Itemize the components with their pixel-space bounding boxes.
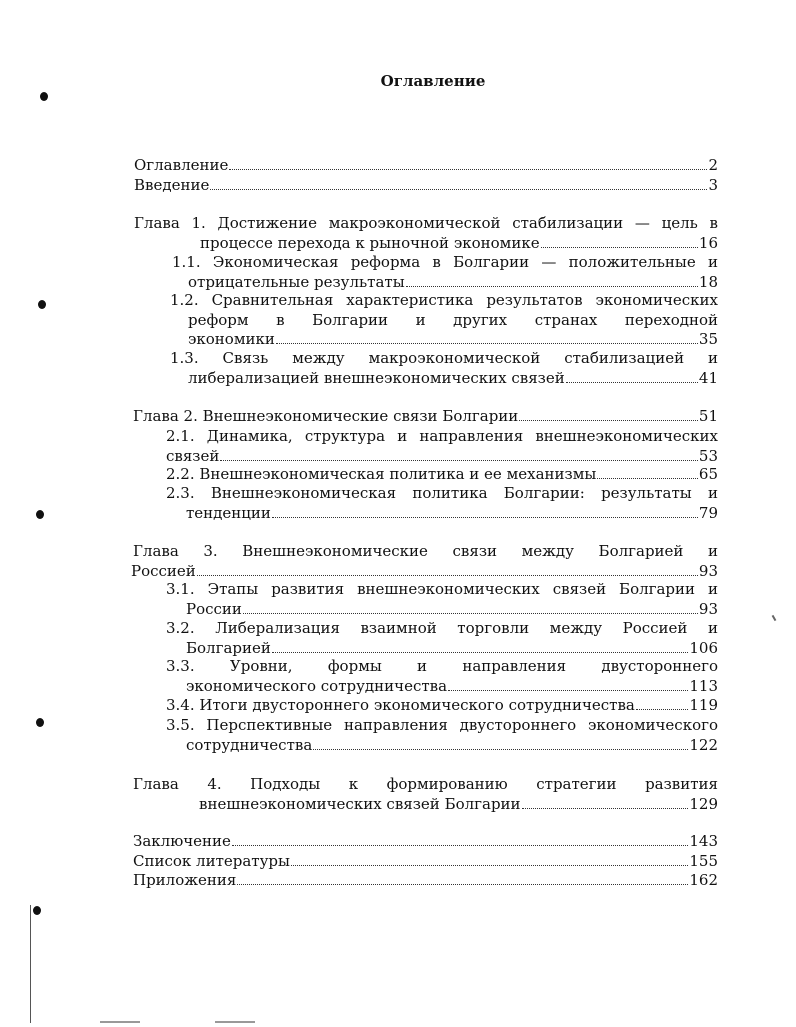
toc-entry-text: 2.2. Внешнеэкономическая политика и ее механизмы <box>166 465 597 483</box>
toc-entry-text: Глава 3. Внешнеэкономические связи между Болгарией и <box>133 542 718 560</box>
toc-entry-text: Введение <box>134 176 210 194</box>
toc-entry-text: Глава 1. Достижение макроэкономической стабилизации — цель в <box>134 214 718 232</box>
toc-entry[interactable] <box>166 716 718 755</box>
toc-page-number: 162 <box>689 871 718 889</box>
toc-page-number: 93 <box>698 561 718 580</box>
toc-entry-text: экономического сотрудничества <box>186 676 448 695</box>
dot-leader <box>406 273 698 287</box>
toc-entry[interactable] <box>134 176 718 196</box>
dot-leader <box>519 407 698 421</box>
toc-entry-text: 1.2. Сравнительная характеристика результатов экономических <box>170 291 718 309</box>
toc-entry[interactable] <box>133 852 718 872</box>
toc-page-number: 155 <box>689 852 718 870</box>
toc-entry[interactable] <box>134 214 718 253</box>
toc-page-number: 106 <box>689 638 718 657</box>
toc-entry-text: либерализацией внешнеэкономических связей <box>188 368 565 387</box>
dot-leader <box>566 369 698 383</box>
toc-entry-text: Заключение <box>133 832 231 850</box>
toc-entry[interactable] <box>170 349 718 388</box>
toc-page-number: 3 <box>708 176 718 194</box>
dot-leader <box>197 562 698 576</box>
toc-page-number: 93 <box>698 599 718 618</box>
toc-entry[interactable] <box>133 775 718 814</box>
toc-entry-text: тенденции <box>186 503 271 522</box>
toc-entry-text: Список литературы <box>133 852 290 870</box>
toc-entry-text: 3.2. Либерализация взаимной торговли между Россией и <box>166 619 718 637</box>
toc-entry-text: процессе перехода к рыночной экономике <box>200 233 540 252</box>
dot-leader <box>448 677 688 691</box>
toc-entry-text: сотрудничества <box>186 735 313 754</box>
toc-entry[interactable] <box>170 291 718 350</box>
dot-leader <box>291 852 688 866</box>
toc-entry[interactable] <box>133 832 718 852</box>
toc-page-number: 79 <box>698 503 718 522</box>
dot-leader <box>541 234 698 248</box>
dot-leader <box>229 156 707 170</box>
toc-entry-text: реформ в Болгарии и других странах переходной <box>188 310 718 329</box>
toc-entry[interactable] <box>166 484 718 523</box>
toc-entry-text: 1.3. Связь между макроэкономической стабилизацией и <box>170 349 718 367</box>
dot-leader <box>313 736 688 750</box>
toc-entry-text: 3.3. Уровни, формы и направления двустороннего <box>166 657 718 675</box>
toc-entry-text: Глава 4. Подходы к формированию стратегии развития <box>133 775 718 793</box>
toc-entry[interactable] <box>166 465 718 485</box>
toc-entry[interactable] <box>166 696 718 716</box>
toc-page-number: 18 <box>698 272 718 291</box>
toc-entry[interactable] <box>166 619 718 658</box>
toc-page-number: 65 <box>698 465 718 483</box>
dot-leader <box>272 504 698 518</box>
scan-speck <box>772 615 777 621</box>
toc-entry-text: 1.1. Экономическая реформа в Болгарии — положительные и <box>172 253 718 271</box>
toc-entry-text: 2.1. Динамика, структура и направления внешнеэкономических <box>166 427 718 445</box>
toc-entry[interactable] <box>133 871 718 891</box>
scan-smudge <box>215 1021 255 1023</box>
punch-hole-mark <box>33 906 41 915</box>
toc-entry-text: 3.5. Перспективные направления двустороннего экономического <box>166 716 718 734</box>
toc-entry-text: отрицательные результаты <box>188 272 405 291</box>
dot-leader <box>597 465 698 479</box>
dot-leader <box>272 639 689 653</box>
dot-leader <box>232 832 688 846</box>
toc-entry-text: России <box>186 599 242 618</box>
toc-page-number: 53 <box>698 446 718 465</box>
toc-page-number: 2 <box>708 156 718 174</box>
toc-page-number: 129 <box>689 794 718 813</box>
dot-leader <box>276 330 698 344</box>
toc-entry[interactable] <box>172 253 718 292</box>
toc-entry[interactable] <box>133 542 718 581</box>
dot-leader <box>522 795 689 809</box>
toc-entry[interactable] <box>133 407 718 427</box>
toc-page-number: 113 <box>689 676 718 695</box>
dot-leader <box>243 600 698 614</box>
page-title: Оглавление <box>380 72 486 90</box>
dot-leader <box>636 696 689 710</box>
toc-entry-text: Оглавление <box>134 156 229 174</box>
toc-page-number: 122 <box>689 735 718 754</box>
toc-entry-text: Глава 2. Внешнеэкономические связи Болгарии <box>133 407 519 425</box>
toc-entry-text: 2.3. Внешнеэкономическая политика Болгарии: результаты и <box>166 484 718 502</box>
dot-leader <box>237 871 688 885</box>
toc-page-number: 35 <box>698 330 718 348</box>
toc-page-number: 41 <box>698 368 718 387</box>
toc-entry-text: Приложения <box>133 871 237 889</box>
toc-entry-text: 3.4. Итоги двустороннего экономического сотрудничества <box>166 696 635 714</box>
toc-entry[interactable] <box>166 427 718 466</box>
toc-entry[interactable] <box>166 580 718 619</box>
toc-entry-text: 3.1. Этапы развития внешнеэкономических связей Болгарии и <box>166 580 718 598</box>
toc-entry-text: связей <box>166 446 220 465</box>
punch-hole-mark <box>40 92 48 101</box>
punch-hole-mark <box>36 510 44 519</box>
dot-leader <box>210 176 707 190</box>
toc-entry-text: Россией <box>131 561 196 580</box>
toc-entry-text: внешнеэкономических связей Болгарии <box>199 794 521 813</box>
toc-page-number: 51 <box>698 407 718 425</box>
punch-hole-mark <box>36 718 44 727</box>
scan-smudge <box>100 1021 140 1023</box>
toc-page-number: 143 <box>689 832 718 850</box>
toc-page-number: 16 <box>698 233 718 252</box>
punch-hole-mark <box>38 300 46 309</box>
toc-entry-text: экономики <box>188 330 275 348</box>
scan-margin-line <box>30 905 31 1023</box>
dot-leader <box>220 447 698 461</box>
toc-entry-text: Болгарией <box>186 638 271 657</box>
toc-entry[interactable] <box>166 657 718 696</box>
toc-page-number: 119 <box>689 696 718 714</box>
toc-entry[interactable] <box>134 156 718 176</box>
